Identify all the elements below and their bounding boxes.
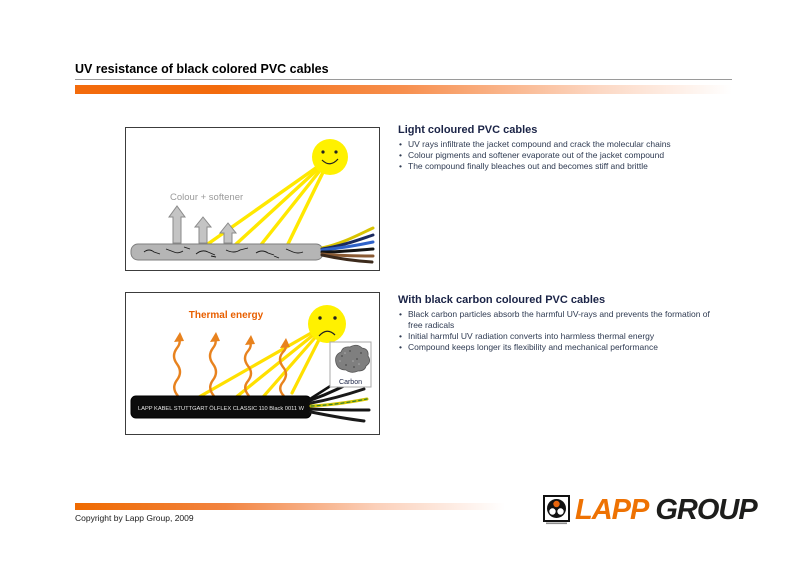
- bullet-list: [398, 309, 714, 353]
- diagram-light-cable-svg: [126, 128, 377, 268]
- lapp-logo-icon: [543, 495, 570, 525]
- carbon-label: Carbon: [339, 379, 362, 386]
- thermal-energy-label: Thermal energy: [188, 310, 264, 321]
- bullet-item: • The compound finally bleaches out and becomes stiff and brittle: [398, 161, 714, 172]
- section-heading: Light coloured PVC cables: [398, 124, 538, 136]
- bullet-item: • Compound keeps longer its flexibility and mechanical performance: [398, 342, 714, 353]
- bullet-list: [398, 139, 714, 172]
- escape-arrows: [169, 206, 236, 243]
- title-divider: [75, 79, 732, 80]
- bullet-item: • Initial harmful UV radiation converts into harmless thermal energy: [398, 331, 714, 342]
- cable-gray: [131, 244, 323, 260]
- page-title: UV resistance of black colored PVC cables: [75, 62, 329, 76]
- bullet-item: • UV rays infiltrate the jacket compound and crack the molecular chains: [398, 139, 714, 150]
- accent-bar-bottom: [75, 503, 505, 510]
- lapp-group-logo: [543, 495, 757, 525]
- diagram-light-cable: [125, 127, 380, 271]
- section-light-cables: [398, 124, 714, 172]
- logo-text-group: GROUP: [655, 494, 757, 526]
- diagram-black-cable-svg: [126, 293, 377, 432]
- copyright-text: Copyright by Lapp Group, 2009: [75, 513, 194, 523]
- cable-print-label: LAPP KABEL STUTTGART ÖLFLEX CLASSIC 110 Black 0011 W: [138, 406, 284, 412]
- logo-text-lapp: LAPP: [575, 494, 649, 526]
- bullet-item: • Colour pigments and softener evaporate out of the jacket compound: [398, 150, 714, 161]
- section-black-cables: [398, 294, 714, 353]
- escape-label: Colour + softener: [170, 192, 244, 203]
- sun-sad-icon: [308, 305, 346, 343]
- section-heading: With black carbon coloured PVC cables: [398, 294, 606, 306]
- sun-happy-icon: [312, 139, 348, 175]
- up-arrow: [169, 206, 185, 243]
- uv-rays: [199, 324, 327, 398]
- wave-arrowheads: [174, 332, 290, 348]
- cable-black: [131, 396, 311, 418]
- diagram-black-cable: [125, 292, 380, 435]
- accent-bar-top: [75, 85, 732, 94]
- bullet-item: • Black carbon particles absorb the harmful UV-rays and prevents the formation of free radicals: [398, 309, 714, 331]
- up-arrow: [195, 217, 211, 243]
- cable-wires: [322, 228, 373, 262]
